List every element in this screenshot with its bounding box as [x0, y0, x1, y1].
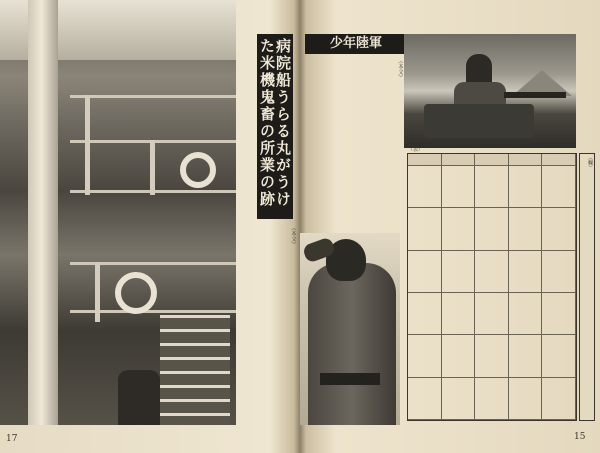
people-figures	[118, 370, 160, 425]
table-cell	[509, 335, 543, 377]
table-cell	[408, 378, 442, 420]
deck-post	[150, 140, 155, 195]
table-cell	[408, 293, 442, 335]
table-cell	[509, 378, 543, 420]
tank-photo	[404, 34, 576, 148]
left-headline: 病院船うらる丸がうけた米機鬼畜の所業の跡	[257, 34, 293, 219]
table-cell	[509, 166, 543, 208]
table-cell	[475, 166, 509, 208]
table-cell	[542, 251, 576, 293]
table-cell	[542, 378, 576, 420]
right-page-number: 15	[574, 432, 586, 442]
table-header-cell	[509, 154, 543, 166]
pilot-belt	[320, 373, 380, 385]
table-cell	[442, 378, 476, 420]
table-cell	[542, 335, 576, 377]
pilot-photo	[300, 233, 400, 425]
right-body-text: （本文）	[397, 58, 403, 80]
table-header-cell	[408, 154, 442, 166]
ship-stairway	[160, 315, 230, 425]
table-cell	[408, 251, 442, 293]
table-caption: （表）	[408, 147, 424, 153]
table-cell	[408, 208, 442, 250]
table-cell	[442, 335, 476, 377]
table-cell	[442, 166, 476, 208]
pilot-body	[308, 263, 396, 425]
left-page-number: 17	[6, 434, 18, 444]
table-cell	[475, 251, 509, 293]
table-header-cell	[442, 154, 476, 166]
table-cell	[475, 293, 509, 335]
ship-mast	[28, 0, 58, 425]
table-cell	[442, 208, 476, 250]
table-cell	[408, 166, 442, 208]
deck-post	[95, 262, 100, 322]
table-header-cell	[542, 154, 576, 166]
life-ring	[180, 152, 216, 188]
table-cell	[475, 335, 509, 377]
table-cell	[542, 293, 576, 335]
table-cell	[475, 378, 509, 420]
recruitment-table	[407, 153, 577, 421]
table-cell	[509, 208, 543, 250]
right-banner: 少年陸軍	[305, 34, 407, 54]
table-cell	[408, 335, 442, 377]
hospital-ship-photo	[0, 0, 236, 425]
table-cell	[442, 293, 476, 335]
table-cell	[542, 166, 576, 208]
table-cell	[475, 208, 509, 250]
table-cell	[509, 251, 543, 293]
table-cell	[442, 251, 476, 293]
table-cell	[542, 208, 576, 250]
left-body-text: （本文）	[290, 225, 296, 247]
tank-hull	[424, 104, 534, 138]
deck-post	[85, 95, 90, 195]
table-header-cell	[475, 154, 509, 166]
tank-gun	[504, 92, 566, 98]
right-banner-rest	[350, 34, 351, 54]
life-ring	[115, 272, 157, 314]
table-cell	[509, 293, 543, 335]
table-side-column: （欄）	[579, 153, 595, 421]
deck-rail	[70, 95, 236, 98]
